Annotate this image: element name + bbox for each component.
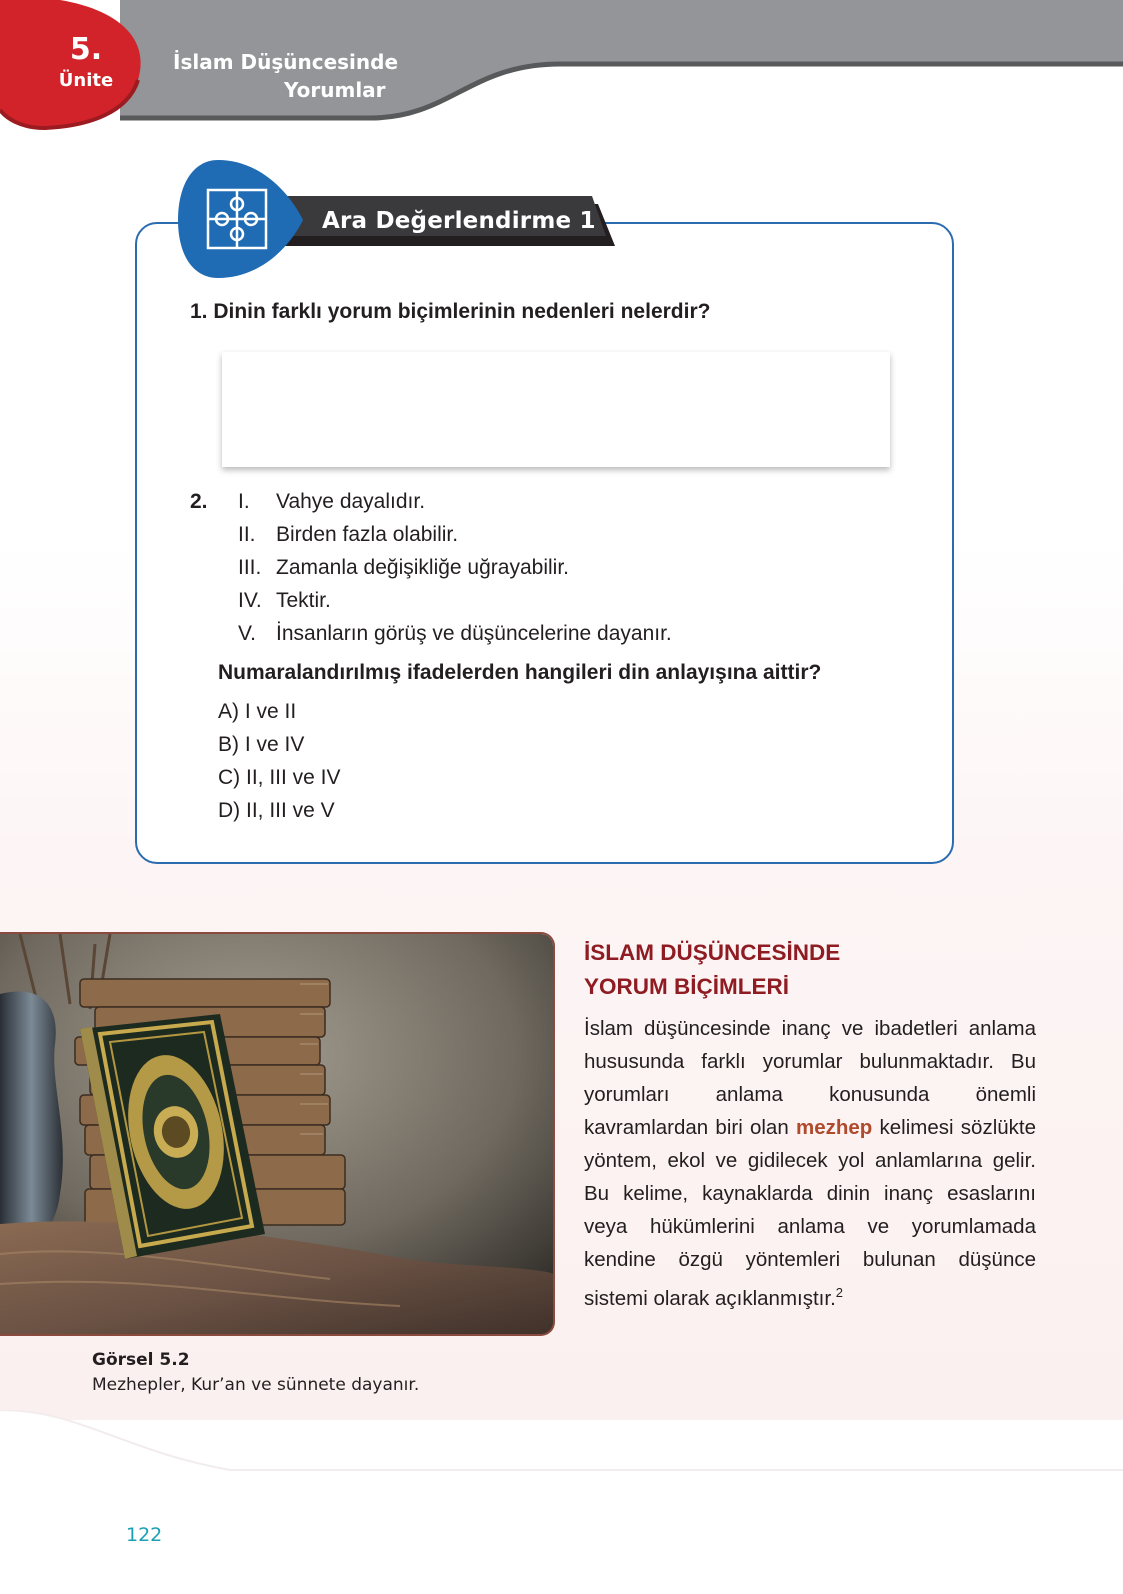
- question-1: 1. Dinin farklı yorum biçimlerinin nedenleri nelerdir?: [190, 300, 711, 323]
- section-heading-line2: YORUM BİÇİMLERİ: [584, 974, 789, 999]
- figure-caption: Mezhepler, Kur’an ve sünnete dayanır.: [92, 1375, 420, 1395]
- unit-label: Ünite: [58, 70, 114, 91]
- statement-item: III. Zamanla değişikliğe uğrayabilir.: [238, 556, 569, 579]
- statement-item: V. İnsanların görüş ve düşüncelerine dayanır.: [238, 622, 672, 645]
- answer-option-b[interactable]: B) I ve IV: [218, 733, 305, 756]
- statement-item: IV. Tektir.: [238, 589, 331, 612]
- figure-label: Görsel 5.2: [92, 1350, 190, 1370]
- section-body-text: İslam düşüncesinde inanç ve ibadetleri anlama hususunda farklı yorumlar bulunmaktadır. Bu yorumları anlama konusunda önemli kavramlardan biri olan mezhep kelimesi sözlükte yöntem, ekol ve gidilecek yol anlamlarına gelir. Bu kelime, kaynaklarda dinin inanç esaslarını veya hükümlerini anlama ve yorumlamada kendine özgü yöntemleri bulunan düşünce sistemi olarak açıklanmıştır.$^2$: [584, 1017, 1036, 1310]
- unit-title-line2: Yorumlar: [284, 78, 386, 102]
- quran-photo: [0, 932, 555, 1336]
- section-heading-line1: İSLAM DÜŞÜNCESİNDE: [584, 940, 841, 965]
- quran-illustration: [0, 934, 555, 1336]
- question-2-prompt: Numaralandırılmış ifadelerden hangileri din anlayışına aittir?: [218, 661, 822, 684]
- unit-number: 5.: [69, 32, 103, 67]
- statement-item: II. Birden fazla olabilir.: [238, 523, 459, 546]
- statement-item: I. Vahye dayalıdır.: [238, 490, 426, 513]
- keyword-mezhep: mezhep: [795, 1116, 873, 1139]
- answer-option-d[interactable]: D) II, III ve V: [218, 799, 335, 822]
- question-2-number: 2.: [190, 490, 208, 513]
- evaluation-title: Ara Değerlendirme 1: [322, 208, 596, 234]
- footer-decoration: [0, 1410, 1123, 1594]
- page-number: 122: [126, 1524, 163, 1546]
- answer-option-a[interactable]: A) I ve II: [218, 700, 297, 723]
- answer-field[interactable]: [222, 352, 890, 467]
- header-bar: [0, 0, 1123, 125]
- unit-title-line1: İslam Düşüncesinde: [173, 50, 399, 74]
- footnote-ref[interactable]: 2: [835, 1285, 843, 1300]
- answer-option-c[interactable]: C) II, III ve IV: [218, 766, 341, 789]
